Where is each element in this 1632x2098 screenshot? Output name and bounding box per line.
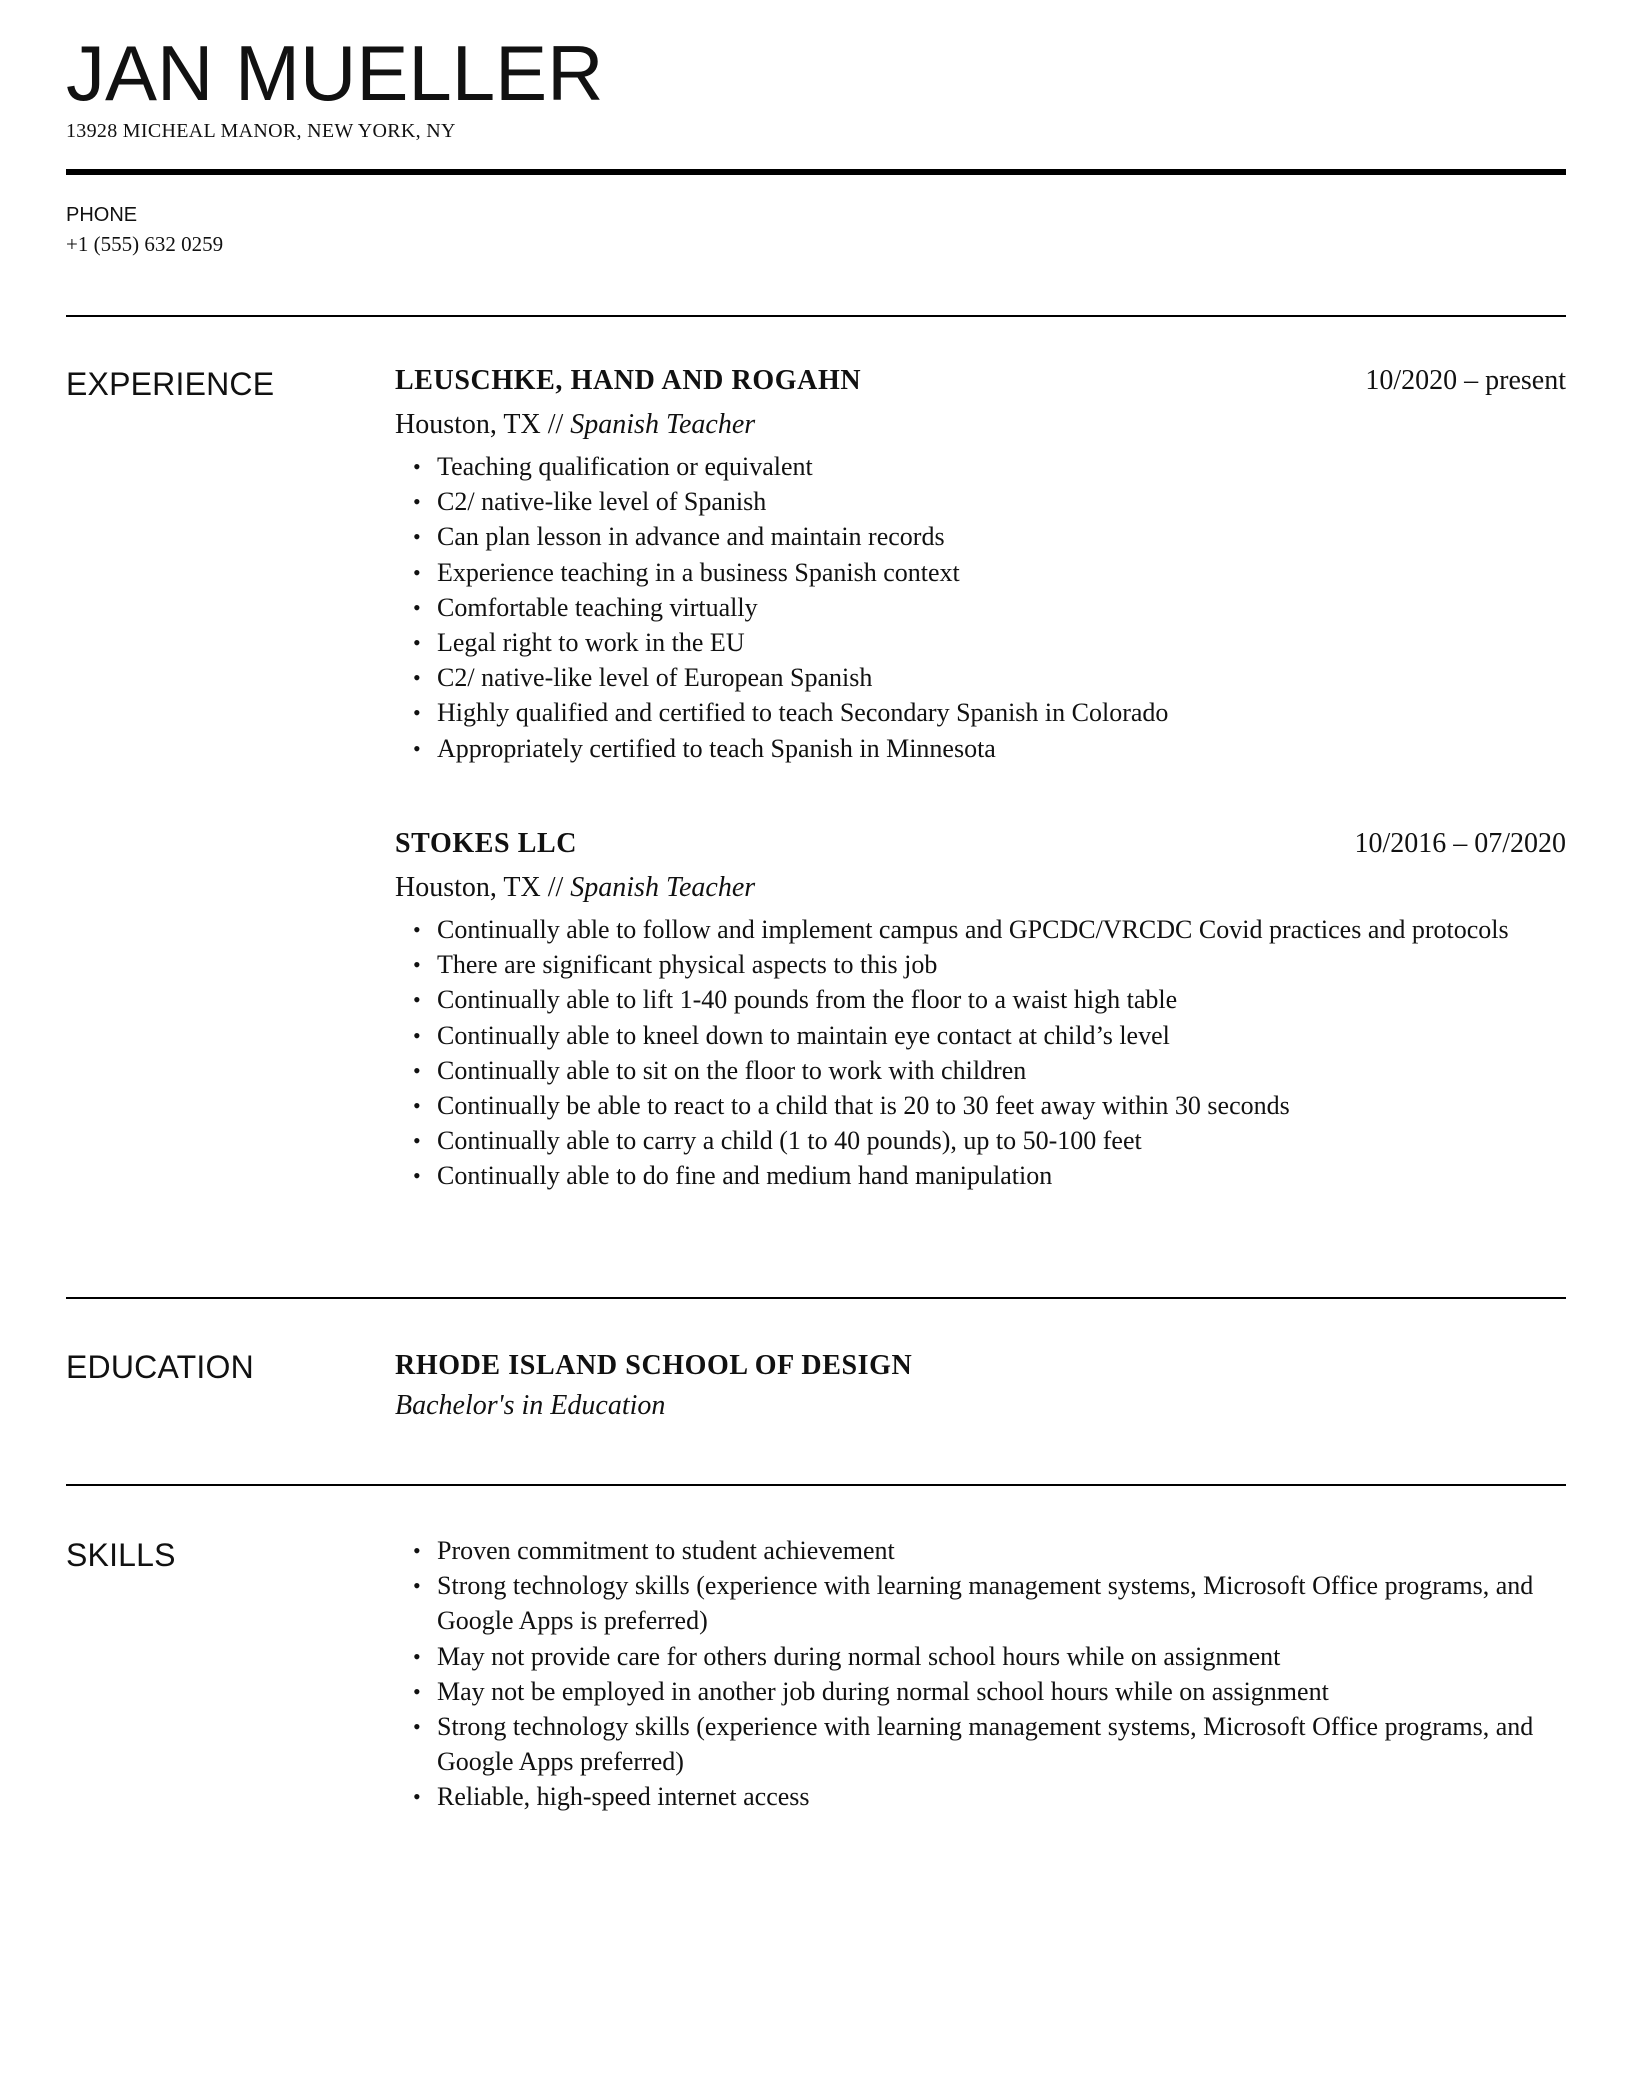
job-entry xyxy=(395,365,1566,766)
candidate-address: 13928 MICHEAL MANOR, NEW YORK, NY xyxy=(66,120,456,142)
experience-section-title: EXPERIENCE xyxy=(66,366,275,402)
list-item: • Proven commitment to student achievement xyxy=(437,1533,1566,1568)
job-role: Spanish Teacher xyxy=(570,872,756,903)
list-item: • Continually able to do fine and medium hand manipulation xyxy=(437,1158,1566,1193)
list-item: • Can plan lesson in advance and maintain records xyxy=(437,519,1566,554)
job-separator: // xyxy=(540,872,571,903)
list-item: • Reliable, high-speed internet access xyxy=(437,1779,1566,1814)
candidate-name: JAN MUELLER xyxy=(66,29,604,117)
list-item: • Continually be able to react to a child that is 20 to 30 feet away within 30 seconds xyxy=(437,1088,1566,1123)
list-item: • May not provide care for others during normal school hours while on assignment xyxy=(437,1639,1566,1674)
list-item: • Continually able to carry a child (1 to 40 pounds), up to 50-100 feet xyxy=(437,1123,1566,1158)
list-item: • Comfortable teaching virtually xyxy=(437,590,1566,625)
job-bullets xyxy=(395,449,1566,766)
section-divider xyxy=(66,1297,1566,1299)
degree-name: Bachelor's in Education xyxy=(395,1390,666,1421)
list-item: • Continually able to follow and implement campus and GPCDC/VRCDC Covid practices and protocols xyxy=(437,912,1566,947)
skills-list xyxy=(395,1533,1566,1815)
list-item: • Strong technology skills (experience with learning management systems, Microsoft Office programs, and Google Apps is preferred) xyxy=(437,1568,1566,1638)
phone-label: PHONE xyxy=(66,204,138,226)
list-item: • Experience teaching in a business Spanish context xyxy=(437,555,1566,590)
list-item: • Continually able to sit on the floor to work with children xyxy=(437,1053,1566,1088)
list-item: • Highly qualified and certified to teach Secondary Spanish in Colorado xyxy=(437,695,1566,730)
list-item: • Teaching qualification or equivalent xyxy=(437,449,1566,484)
school-name: RHODE ISLAND SCHOOL OF DESIGN xyxy=(395,1350,913,1381)
list-item: • There are significant physical aspects to this job xyxy=(437,947,1566,982)
job-separator: // xyxy=(540,409,571,440)
job-location: Houston, TX xyxy=(395,409,541,440)
education-entry xyxy=(395,1346,1566,1426)
job-entry xyxy=(395,828,1566,1194)
job-role: Spanish Teacher xyxy=(570,409,756,440)
phone-number: +1 (555) 632 0259 xyxy=(66,232,224,256)
job-subline xyxy=(395,405,1566,445)
education-section-title: EDUCATION xyxy=(66,1349,254,1385)
job-company: STOKES LLC xyxy=(395,828,578,859)
list-item: • C2/ native-like level of European Spanish xyxy=(437,660,1566,695)
section-divider xyxy=(66,1484,1566,1486)
list-item: • C2/ native-like level of Spanish xyxy=(437,484,1566,519)
header-divider xyxy=(66,169,1566,175)
job-location: Houston, TX xyxy=(395,872,541,903)
job-dates: 10/2020 – present xyxy=(1365,365,1566,396)
list-item: • Legal right to work in the EU xyxy=(437,625,1566,660)
job-dates: 10/2016 – 07/2020 xyxy=(1354,828,1566,859)
list-item: • Continually able to lift 1-40 pounds from the floor to a waist high table xyxy=(437,982,1566,1017)
skills-entry xyxy=(395,1533,1566,1815)
skills-section-title: SKILLS xyxy=(66,1537,176,1573)
section-divider xyxy=(66,315,1566,317)
job-company: LEUSCHKE, HAND AND ROGAHN xyxy=(395,365,862,396)
job-bullets xyxy=(395,912,1566,1194)
list-item: • Continually able to kneel down to maintain eye contact at child’s level xyxy=(437,1018,1566,1053)
list-item: • Appropriately certified to teach Spanish in Minnesota xyxy=(437,731,1566,766)
job-subline xyxy=(395,868,1566,908)
list-item: • Strong technology skills (experience with learning management systems, Microsoft Office programs, and Google Apps preferred) xyxy=(437,1709,1566,1779)
list-item: • May not be employed in another job during normal school hours while on assignment xyxy=(437,1674,1566,1709)
